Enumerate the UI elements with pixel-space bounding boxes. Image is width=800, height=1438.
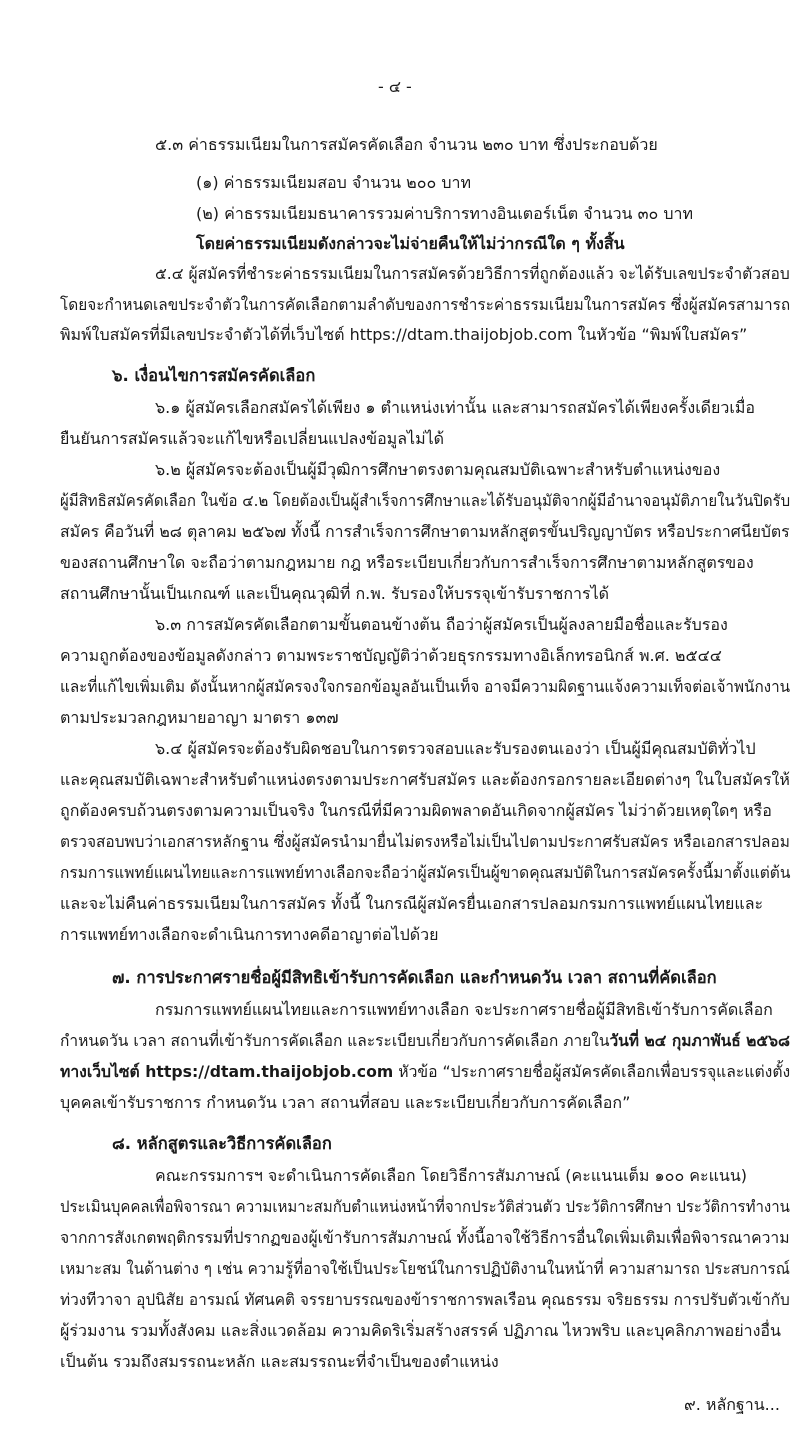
sec6-1-line: ๖.๑ ผู้สมัครเลือกสมัครได้เพียง ๑ ตำแหน่งเท่านั้น และสามารถสมัครได้เพียงครั้งเดียวเมื่อ: [155, 398, 756, 417]
sec5-3-line1: ๕.๓ ค่าธรรมเนียมในการสมัครคัดเลือก จำนวน ๒๓๐ บาท ซึ่งประกอบด้วย: [155, 135, 658, 154]
sec6-1-line: ยืนยันการสมัครแล้วจะแก้ไขหรือเปลี่ยนแปลงข้อมูลไม่ได้: [60, 429, 445, 448]
sec7-line4: บุคคลเข้ารับราชการ กำหนดวัน เวลา สถานที่สอบ และระเบียบเกี่ยวกับการคัดเลือก”: [60, 1093, 631, 1112]
sec6-3-line: และที่แก้ไขเพิ่มเติม ดังนั้นหากผู้สมัครจงใจกรอกข้อมูลอันเป็นเท็จ อาจมีความผิดฐานแจ้งความเท็จต่อเจ้าพนักงาน: [60, 677, 791, 696]
sec6-4-line: ตรวจสอบพบว่าเอกสารหลักฐาน ซึ่งผู้สมัครนำมายื่นไม่ตรงหรือไม่เป็นไปตามประกาศรับสมัคร หรือเอกสารปลอม: [60, 832, 790, 851]
sec7-line3: [60, 1061, 790, 1083]
sec8-line: จากการสังเกตพฤติกรรมที่ปรากฏของผู้เข้ารับการสัมภาษณ์ ทั้งนี้อาจใช้วิธีการอื่นใดเพิ่มเติมเพื่อพิจารณาความ: [60, 1228, 790, 1247]
sec6-4-line: กรมการแพทย์แผนไทยและการแพทย์ทางเลือกจะถือว่าผู้สมัครเป็นผู้ขาดคุณสมบัติในการสมัครครั้งนี้มาตั้งแต่ต้น: [60, 863, 791, 882]
sec6-4-line: และคุณสมบัติเฉพาะสำหรับตำแหน่งตรงตามประกาศรับสมัคร และต้องกรอกรายละเอียดต่างๆ ในใบสมัครให้: [60, 770, 790, 789]
sec5-3-note: โดยค่าธรรมเนียมดังกล่าวจะไม่จ่ายคืนให้ไม่ว่ากรณีใด ๆ ทั้งสิ้น: [196, 234, 625, 253]
sec6-2-line: ของสถานศึกษาใด จะถือว่าตามกฎหมาย กฎ หรือระเบียบเกี่ยวกับการสำเร็จการศึกษาตามหลักสูตรของ: [60, 553, 754, 572]
sec8-line: ท่วงทีวาจา อุปนิสัย อารมณ์ ทัศนคติ จรรยาบรรณของข้าราชการพลเรือน คุณธรรม จริยธรรม การปรับตัวเข้ากับ: [60, 1290, 790, 1309]
page-number: - ๔ -: [378, 77, 412, 96]
sec6-4-line: การแพทย์ทางเลือกจะดำเนินการทางคดีอาญาต่อไปด้วย: [60, 925, 439, 944]
sec5-4-line: พิมพ์ใบสมัครที่มีเลขประจำตัวได้ที่เว็บไซต์ https://dtam.thaijobjob.com ในหัวข้อ “พิมพ์ใบสมัคร”: [60, 325, 748, 344]
sec7-line3-text: หัวข้อ “ประกาศรายชื่อผู้สมัครคัดเลือกเพื่อบรรจุและแต่งตั้ง: [393, 1062, 791, 1081]
sec6-2-line: ผู้มีสิทธิสมัครคัดเลือก ในข้อ ๔.๒ โดยต้องเป็นผู้สำเร็จการศึกษาและได้รับอนุมัติจากผู้มีอำนาจอนุมัติภายในวันปิดรับ: [60, 491, 791, 510]
sec8-line: เหมาะสม ในด้านต่าง ๆ เช่น ความรู้ที่อาจใช้เป็นประโยชน์ในการปฏิบัติงานในหน้าที่ ความสามารถ ประสบการณ์: [60, 1259, 790, 1278]
sec5-4-line: ๕.๔ ผู้สมัครที่ชำระค่าธรรมเนียมในการสมัครด้วยวิธีการที่ถูกต้องแล้ว จะได้รับเลขประจำตัวสอบ: [155, 264, 790, 283]
sec8-line: คณะกรรมการฯ จะดำเนินการคัดเลือก โดยวิธีการสัมภาษณ์ (คะแนนเต็ม ๑๐๐ คะแนน): [155, 1166, 748, 1185]
sec5-3-item1: (๑) ค่าธรรมเนียมสอบ จำนวน ๒๐๐ บาท: [196, 173, 472, 192]
sec6-heading: ๖. เงื่อนไขการสมัครคัดเลือก: [112, 366, 316, 385]
website-link[interactable]: ทางเว็บไซต์ https://dtam.thaijobjob.com: [60, 1062, 394, 1081]
sec6-4-line: และจะไม่คืนค่าธรรมเนียมในการสมัคร ทั้งนี้ ในกรณีผู้สมัครยื่นเอกสารปลอมกรมการแพทย์แผนไทยและ: [60, 894, 764, 913]
sec6-3-line: ความถูกต้องของข้อมูลดังกล่าว ตามพระราชบัญญัติว่าด้วยธุรกรรมทางอิเล็กทรอนิกส์ พ.ศ. ๒๕๔๔: [60, 646, 722, 665]
sec6-2-line: สมัคร คือวันที่ ๒๘ ตุลาคม ๒๕๖๗ ทั้งนี้ การสำเร็จการศึกษาตามหลักสูตรขั้นปริญญาบัตร หรือประกาศนียบัตร: [60, 522, 790, 541]
sec6-2-line: สถานศึกษานั้นเป็นเกณฑ์ และเป็นคุณวุฒิที่ ก.พ. รับรองให้บรรจุเข้ารับราชการได้: [60, 584, 610, 603]
sec6-3-line: ตามประมวลกฎหมายอาญา มาตรา ๑๓๗: [60, 708, 339, 727]
sec7-line2-text: กำหนดวัน เวลา สถานที่เข้ารับการคัดเลือก และระเบียบเกี่ยวกับการคัดเลือก ภายใน: [60, 1031, 610, 1050]
sec5-3-item2: (๒) ค่าธรรมเนียมธนาคารรวมค่าบริการทางอินเตอร์เน็ต จำนวน ๓๐ บาท: [196, 204, 694, 223]
sec7-line1: กรมการแพทย์แผนไทยและการแพทย์ทางเลือก จะประกาศรายชื่อผู้มีสิทธิเข้ารับการคัดเลือก: [155, 1000, 773, 1019]
sec7-line2: [60, 1030, 790, 1052]
sec6-2-line: ๖.๒ ผู้สมัครจะต้องเป็นผู้มีวุฒิการศึกษาตรงตามคุณสมบัติเฉพาะสำหรับตำแหน่งของ: [155, 460, 721, 479]
sec8-line: ประเมินบุคคลเพื่อพิจารณา ความเหมาะสมกับตำแหน่งหน้าที่จากประวัติส่วนตัว ประวัติการศึกษา ประวัติการทำงาน: [60, 1197, 790, 1216]
sec8-heading: ๘. หลักสูตรและวิธีการคัดเลือก: [112, 1134, 332, 1153]
next-page-cue: ๙. หลักฐาน...: [684, 1395, 780, 1414]
sec6-4-line: ๖.๔ ผู้สมัครจะต้องรับผิดชอบในการตรวจสอบและรับรองตนเองว่า เป็นผู้มีคุณสมบัติทั่วไป: [155, 739, 756, 758]
sec7-heading: ๗. การประกาศรายชื่อผู้มีสิทธิเข้ารับการคัดเลือก และกำหนดวัน เวลา สถานที่คัดเลือก: [112, 968, 717, 987]
sec5-4-line: โดยจะกำหนดเลขประจำตัวในการคัดเลือกตามลำดับของการชำระค่าธรรมเนียมในการสมัคร ซึ่งผู้สมัครสามารถ: [60, 295, 791, 314]
sec8-line: ผู้ร่วมงาน รวมทั้งสังคม และสิ่งแวดล้อม ความคิดริเริ่มสร้างสรรค์ ปฏิภาณ ไหวพริบ และบุคลิกภาพอย่างอื่น: [60, 1321, 781, 1340]
announcement-date: วันที่ ๒๔ กุมภาพันธ์ ๒๕๖๘: [609, 1031, 791, 1050]
sec8-line: เป็นต้น รวมถึงสมรรถนะหลัก และสมรรถนะที่จำเป็นของตำแหน่ง: [60, 1352, 499, 1371]
sec6-3-line: ๖.๓ การสมัครคัดเลือกตามขั้นตอนข้างต้น ถือว่าผู้สมัครเป็นผู้ลงลายมือชื่อและรับรอง: [155, 615, 728, 634]
sec6-4-line: ถูกต้องครบถ้วนตรงตามความเป็นจริง ในกรณีที่มีความผิดพลาดอันเกิดจากผู้สมัคร ไม่ว่าด้วยเหตุใดๆ หรือ: [60, 801, 772, 820]
